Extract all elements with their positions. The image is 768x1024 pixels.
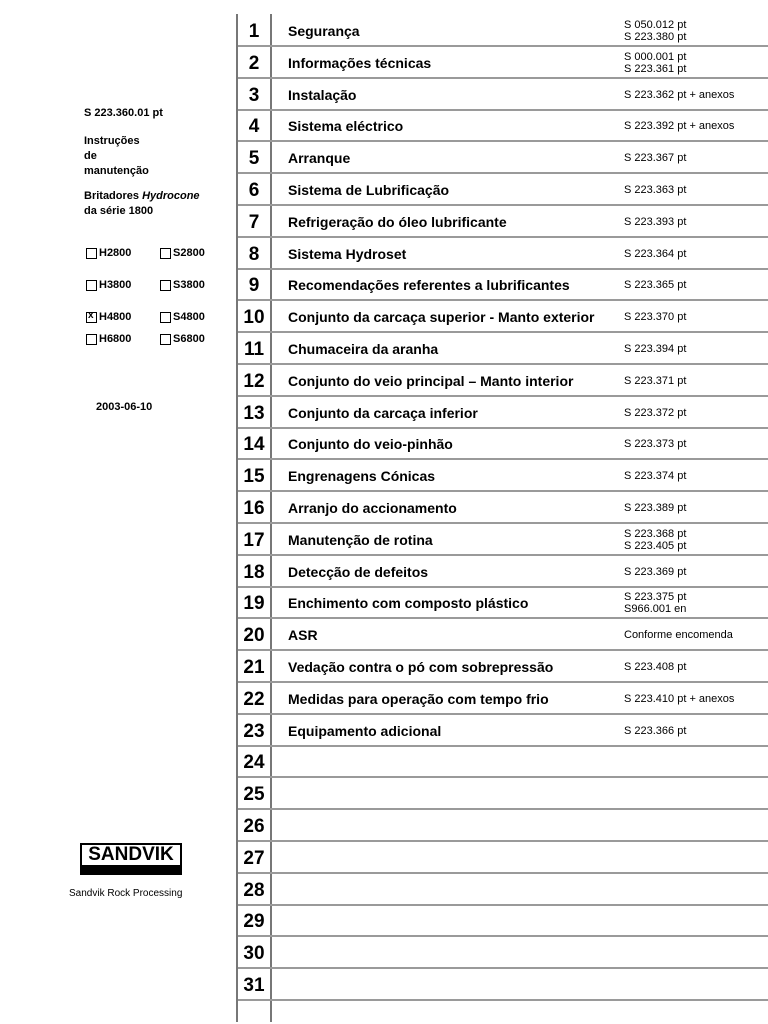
section-title: Refrigeração do óleo lubrificante [288, 214, 507, 230]
section-reference [624, 683, 768, 715]
document-type [84, 134, 204, 179]
checked-checkbox[interactable] [86, 312, 97, 323]
logo-tagline: Sandvik Rock Processing [69, 888, 183, 899]
model-option-h3800[interactable] [86, 279, 131, 291]
section-row [238, 619, 768, 651]
section-row [238, 874, 768, 906]
reference-number: S 223.373 pt [624, 438, 687, 450]
section-row [238, 842, 768, 874]
section-reference [624, 238, 768, 270]
model-option-s3800[interactable] [160, 279, 205, 291]
model-option-s2800[interactable] [160, 247, 205, 259]
model-option-label: H4800 [99, 311, 132, 323]
section-reference [624, 206, 768, 238]
section-reference [624, 524, 768, 556]
section-title: Conjunto do veio-pinhão [288, 436, 453, 452]
section-row [238, 746, 768, 778]
model-option-h2800[interactable] [86, 247, 131, 259]
reference-number: S966.001 en [624, 603, 687, 615]
row-divider [238, 999, 768, 1001]
section-number: 4 [248, 116, 260, 137]
section-reference [624, 79, 768, 111]
reference-number: S 223.410 pt + anexos [624, 693, 735, 705]
section-title: Equipamento adicional [288, 723, 442, 739]
checkbox[interactable] [86, 334, 97, 345]
reference-number: S 223.392 pt + anexos [624, 120, 735, 132]
section-title: Chumaceira da aranha [288, 341, 439, 357]
section-number: 20 [243, 625, 265, 646]
reference-number: S 223.371 pt [624, 375, 687, 387]
reference-number: S 223.372 pt [624, 407, 687, 419]
section-row [238, 587, 768, 619]
section-reference [624, 492, 768, 524]
section-row [238, 969, 768, 1001]
sandvik-logo [80, 843, 182, 875]
section-title: Sistema de Lubrificação [288, 182, 450, 198]
section-reference [624, 428, 768, 460]
section-number: 30 [243, 943, 265, 964]
model-option-label: S3800 [173, 279, 205, 291]
section-row [238, 174, 768, 206]
reference-number: S 000.001 pt [624, 51, 687, 63]
section-number: 12 [243, 371, 265, 392]
section-title: Sistema Hydroset [288, 246, 407, 262]
section-reference [624, 301, 768, 333]
section-number: 2 [248, 53, 260, 74]
model-option-label: S4800 [173, 311, 205, 323]
section-number: 31 [243, 975, 265, 996]
section-reference [624, 651, 768, 683]
logo-text: SANDVIK [82, 845, 180, 865]
section-number: 17 [243, 530, 265, 551]
reference-number: S 223.374 pt [624, 470, 687, 482]
section-reference [624, 556, 768, 588]
section-number: 8 [248, 244, 260, 265]
model-option-s6800[interactable] [160, 333, 205, 345]
section-row [238, 715, 768, 747]
model-option-s4800[interactable] [160, 311, 205, 323]
section-row [238, 206, 768, 238]
checkbox[interactable] [160, 334, 171, 345]
crusher-model [84, 189, 234, 219]
section-title: Conjunto da carcaça superior - Manto exterior [288, 309, 595, 325]
section-title: Enchimento com composto plástico [288, 595, 529, 611]
section-number: 5 [248, 148, 260, 169]
reference-number: S 050.012 pt [624, 19, 687, 31]
section-reference [624, 47, 768, 79]
reference-number: S 223.389 pt [624, 502, 687, 514]
section-title: Informações técnicas [288, 55, 432, 71]
checkbox[interactable] [86, 248, 97, 259]
section-number: 27 [243, 848, 265, 869]
section-row [238, 333, 768, 365]
section-number: 11 [243, 339, 265, 360]
section-number: 29 [243, 911, 265, 932]
section-title: Instalação [288, 87, 357, 103]
reference-number: S 223.365 pt [624, 279, 687, 291]
section-title: Segurança [288, 23, 360, 39]
model-series: da série 1800 [84, 205, 154, 217]
document-date: 2003-06-10 [96, 401, 153, 413]
section-row [238, 460, 768, 492]
model-brand: Hydrocone [142, 190, 200, 202]
document-info-panel [0, 0, 228, 1024]
document-type-line: manutenção [84, 165, 149, 177]
reference-number: S 223.364 pt [624, 248, 687, 260]
model-option-label: H2800 [99, 247, 132, 259]
section-reference [624, 15, 768, 47]
section-number: 9 [248, 275, 260, 296]
reference-number: S 223.366 pt [624, 725, 687, 737]
section-title: ASR [288, 627, 318, 643]
section-row [238, 428, 768, 460]
section-row [238, 47, 768, 79]
section-row [238, 269, 768, 301]
section-title: Sistema eléctrico [288, 118, 404, 134]
section-title: Engrenagens Cónicas [288, 468, 436, 484]
section-reference [624, 333, 768, 365]
reference-number: S 223.361 pt [624, 63, 687, 75]
section-row [238, 110, 768, 142]
reference-number: S 223.393 pt [624, 216, 687, 228]
section-reference [624, 110, 768, 142]
model-prefix: Britadores [84, 190, 143, 202]
reference-number: S 223.380 pt [624, 31, 687, 43]
section-title: Vedação contra o pó com sobrepressão [288, 659, 554, 675]
document-type-line: Instruções [84, 135, 140, 147]
document-number: S 223.360.01 pt [84, 107, 163, 119]
section-number: 16 [243, 498, 265, 519]
section-row [238, 492, 768, 524]
reference-number: S 223.363 pt [624, 184, 687, 196]
section-row [238, 937, 768, 969]
section-reference [624, 715, 768, 747]
checkbox[interactable] [160, 280, 171, 291]
section-title: Conjunto do veio principal – Manto interior [288, 373, 574, 389]
section-row [238, 905, 768, 937]
section-number: 19 [243, 593, 265, 614]
section-number: 15 [243, 466, 265, 487]
section-row [238, 142, 768, 174]
model-option-label: H3800 [99, 279, 132, 291]
section-number: 22 [243, 689, 265, 710]
reference-number: S 223.368 pt [624, 528, 687, 540]
section-row [238, 556, 768, 588]
model-option-h6800[interactable] [86, 333, 131, 345]
section-number: 14 [243, 434, 265, 455]
document-type-line: de [84, 150, 97, 162]
model-option-label: H6800 [99, 333, 132, 345]
section-number: 25 [243, 784, 265, 805]
reference-number: S 223.367 pt [624, 152, 687, 164]
reference-number: S 223.370 pt [624, 311, 687, 323]
section-row [238, 397, 768, 429]
section-title: Medidas para operação com tempo frio [288, 691, 549, 707]
section-number: 23 [243, 721, 265, 742]
reference-number: S 223.362 pt + anexos [624, 89, 735, 101]
section-reference [624, 269, 768, 301]
section-number: 3 [248, 85, 260, 106]
checkbox[interactable] [160, 312, 171, 323]
section-row [238, 365, 768, 397]
section-row [238, 524, 768, 556]
section-number: 21 [243, 657, 265, 678]
section-row [238, 810, 768, 842]
section-reference [624, 397, 768, 429]
section-number: 1 [248, 21, 260, 42]
section-reference [624, 174, 768, 206]
section-reference [624, 619, 768, 651]
section-number: 24 [243, 752, 265, 773]
section-row [238, 15, 768, 47]
section-title: Detecção de defeitos [288, 564, 429, 580]
section-number: 7 [248, 212, 260, 233]
section-title: Arranque [288, 150, 351, 166]
section-row [238, 301, 768, 333]
section-title: Recomendações referentes a lubrificantes [288, 277, 570, 293]
section-title: Arranjo do accionamento [288, 500, 457, 516]
reference-number: S 223.408 pt [624, 661, 687, 673]
section-row [238, 683, 768, 715]
section-reference [624, 365, 768, 397]
section-row [238, 778, 768, 810]
reference-number: S 223.405 pt [624, 540, 687, 552]
model-option-label: S6800 [173, 333, 205, 345]
section-row [238, 238, 768, 270]
reference-number: S 223.369 pt [624, 566, 687, 578]
section-reference [624, 587, 768, 619]
section-title: Manutenção de rotina [288, 532, 433, 548]
section-number: 18 [243, 562, 265, 583]
section-number: 26 [243, 816, 265, 837]
reference-number: S 223.375 pt [624, 591, 687, 603]
checkbox[interactable] [160, 248, 171, 259]
reference-number: S 223.394 pt [624, 343, 687, 355]
section-title: Conjunto da carcaça inferior [288, 405, 478, 421]
section-reference [624, 142, 768, 174]
section-row [238, 79, 768, 111]
model-option-h4800[interactable] [86, 311, 131, 323]
section-reference [624, 460, 768, 492]
section-number: 10 [243, 307, 265, 328]
section-number: 28 [243, 880, 265, 901]
section-number: 13 [243, 403, 265, 424]
reference-number: Conforme encomenda [624, 629, 733, 641]
section-row [238, 651, 768, 683]
model-option-label: S2800 [173, 247, 205, 259]
checkbox[interactable] [86, 280, 97, 291]
section-number: 6 [248, 180, 260, 201]
